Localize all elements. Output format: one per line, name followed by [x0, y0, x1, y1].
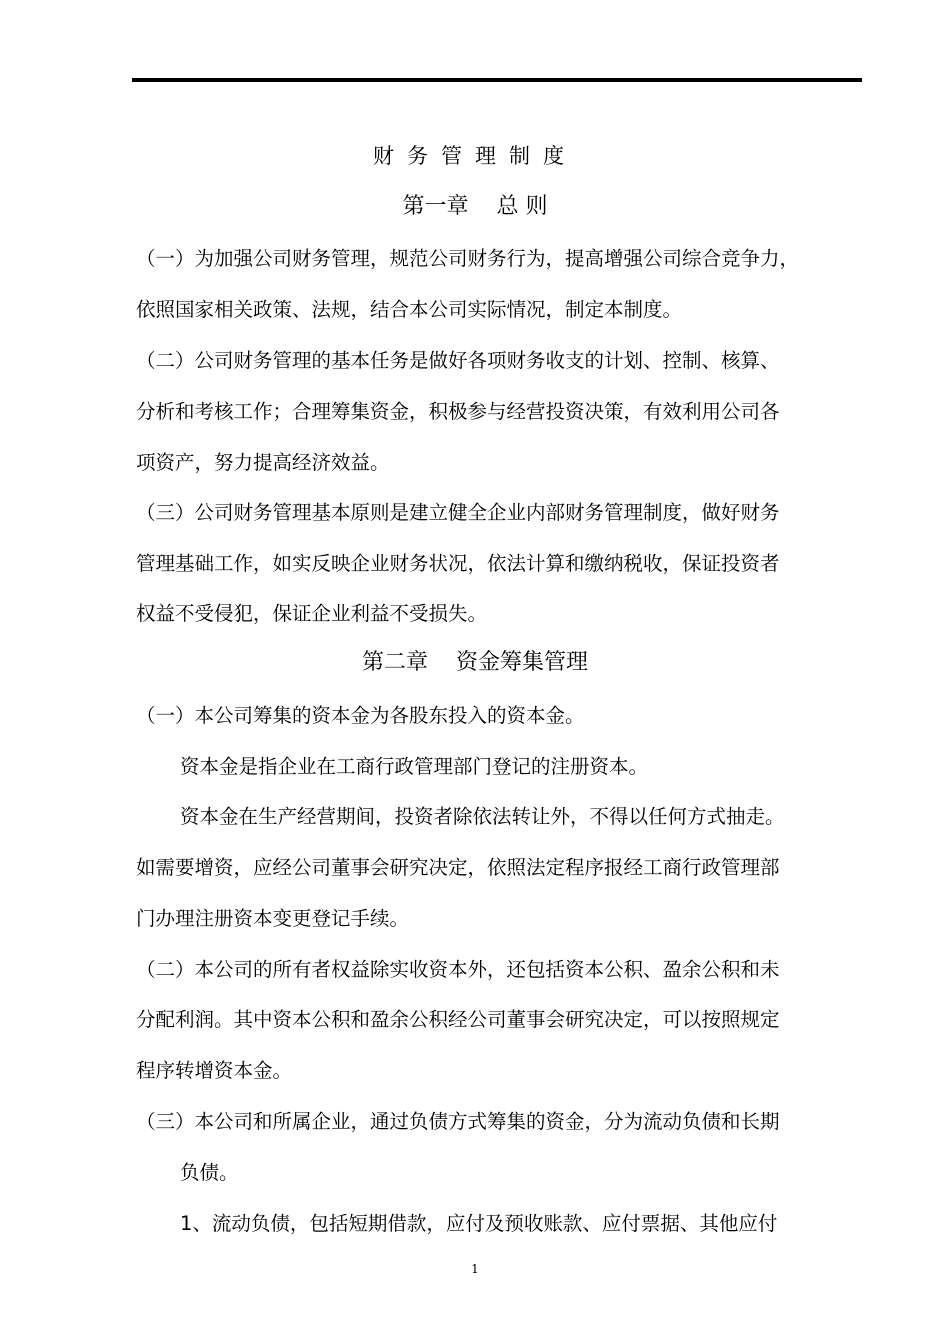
- chapter-2-heading: 第二章 资金筹集管理: [362, 650, 588, 675]
- text-line: （三）公司财务管理基本原则是建立健全企业内部财务管理制度，做好财务: [136, 501, 780, 524]
- text-line: 分析和考核工作；合理筹集资金，积极参与经营投资决策，有效利用公司各: [136, 400, 780, 423]
- text-line: （三）本公司和所属企业，通过负债方式筹集的资金，分为流动负债和长期: [136, 1110, 780, 1133]
- text-line: 资本金是指企业在工商行政管理部门登记的注册资本。: [180, 755, 649, 778]
- text-line: （一）本公司筹集的资本金为各股东投入的资本金。: [136, 704, 585, 727]
- text-line: 程序转增资本金。: [136, 1059, 293, 1082]
- text-line: 权益不受侵犯，保证企业利益不受损失。: [136, 602, 488, 625]
- text-line: 如需要增资，应经公司董事会研究决定，依照法定程序报经工商行政管理部: [136, 856, 780, 879]
- text-line: 负债。: [180, 1161, 239, 1184]
- text-line: （二）本公司的所有者权益除实收资本外，还包括资本公积、盈余公积和未: [136, 958, 780, 981]
- text-line: 项资产，努力提高经济效益。: [136, 451, 390, 474]
- chapter-1-heading: 第一章 总 则: [402, 194, 548, 219]
- text-line: （二）公司财务管理的基本任务是做好各项财务收支的计划、控制、核算、: [136, 349, 780, 372]
- text-line: 依照国家相关政策、法规，结合本公司实际情况，制定本制度。: [136, 298, 683, 321]
- page-number: 1: [471, 1262, 479, 1276]
- text-line: 管理基础工作，如实反映企业财务状况，依法计算和缴纳税收，保证投资者: [136, 552, 780, 575]
- header-rule: [132, 78, 862, 82]
- text-line: （一）为加强公司财务管理，规范公司财务行为，提高增强公司综合竞争力，: [136, 247, 800, 270]
- text-line: 1、流动负债，包括短期借款，应付及预收账款、应付票据、其他应付: [180, 1212, 778, 1235]
- text-line: 资本金在生产经营期间，投资者除依法转让外，不得以任何方式抽走。: [180, 805, 785, 828]
- text-line: 门办理注册资本变更登记手续。: [136, 907, 410, 930]
- document-title: 财务管理制度: [373, 144, 577, 168]
- text-line: 分配利润。其中资本公积和盈余公积经公司董事会研究决定，可以按照规定: [136, 1008, 780, 1031]
